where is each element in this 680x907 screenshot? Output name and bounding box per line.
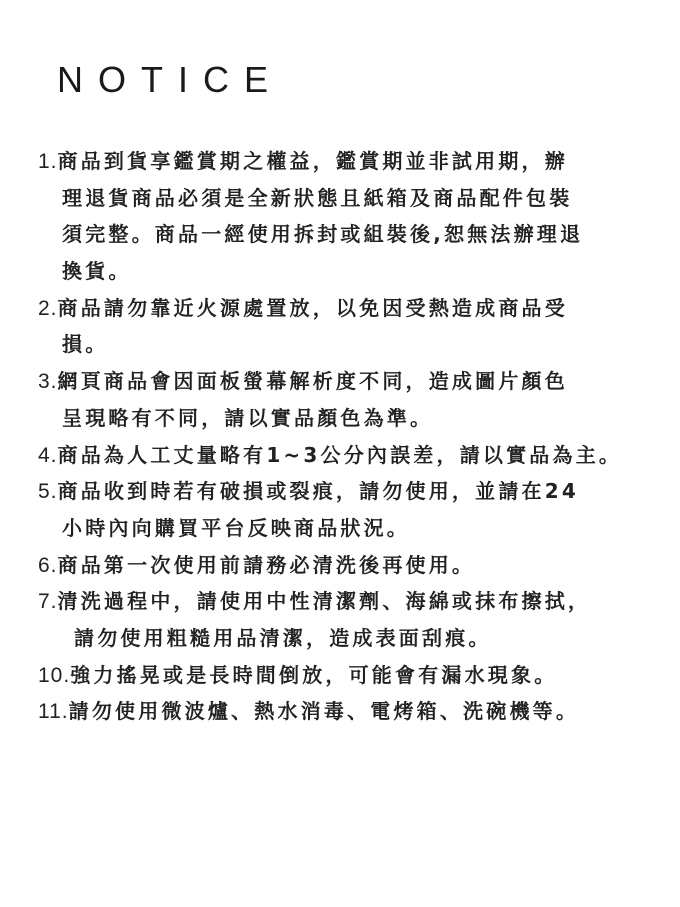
item-text: 強力搖晃或是長時間倒放，可能會有漏水現象。 [70,662,558,687]
item-number: 5. [38,480,58,504]
notice-item-2 [38,290,678,327]
notice-item-3 [38,363,678,400]
item-number: 7. [38,590,58,614]
notice-item-1 [38,143,678,180]
item-text: 請勿使用微波爐、熱水消毒、電烤箱、洗碗機等。 [68,699,580,724]
notice-item-5-continuation: 小時內向購買平台反映商品狀況。 [62,515,410,540]
item-number: 6. [38,553,58,577]
item-text: 商品到貨享鑑賞期之權益，鑑賞期並非試用期，辦 [57,149,568,173]
notice-item-2-continuation: 損。 [62,332,109,357]
notice-title: NOTICE [57,59,284,100]
notice-item-4 [38,437,678,474]
item-number: 3. [38,370,58,394]
notice-item-7-continuation: 請勿使用粗糙用品清潔，造成表面刮痕。 [74,625,492,650]
notice-item-1-continuation: 換貨。 [62,259,132,284]
notice-item-7 [38,583,678,620]
notice-item-11 [38,693,678,730]
item-text: 商品請勿靠近火源處置放，以免因受熱造成商品受 [57,295,568,320]
item-number: 11. [38,700,69,724]
item-text: 商品收到時若有破損或裂痕，請勿使用，並請在24 [57,479,579,504]
item-number: 2. [38,296,58,320]
notice-list [38,143,678,730]
item-text: 網頁商品會因面板螢幕解析度不同，造成圖片顏色 [57,369,568,394]
notice-item-10 [38,657,678,694]
item-text: 清洗過程中，請使用中性清潔劑、海綿或抹布擦拭， [57,589,592,614]
item-number: 10. [38,663,71,687]
item-text: 商品第一次使用前請務必清洗後再使用。 [57,552,476,577]
notice-item-3-continuation: 呈現略有不同，請以實品顏色為準。 [62,405,434,430]
item-text: 商品為人工丈量略有1~3公分內誤差，請以實品為主。 [57,442,623,467]
notice-item-5 [38,473,678,510]
item-number: 1. [38,150,58,173]
notice-item-1-continuation: 理退貨商品必須是全新狀態且紙箱及商品配件包裝 [62,185,573,210]
notice-item-6 [38,547,678,584]
item-number: 4. [38,443,58,467]
notice-item-1-continuation: 須完整。商品一經使用拆封或組裝後,恕無法辦理退 [62,222,584,247]
